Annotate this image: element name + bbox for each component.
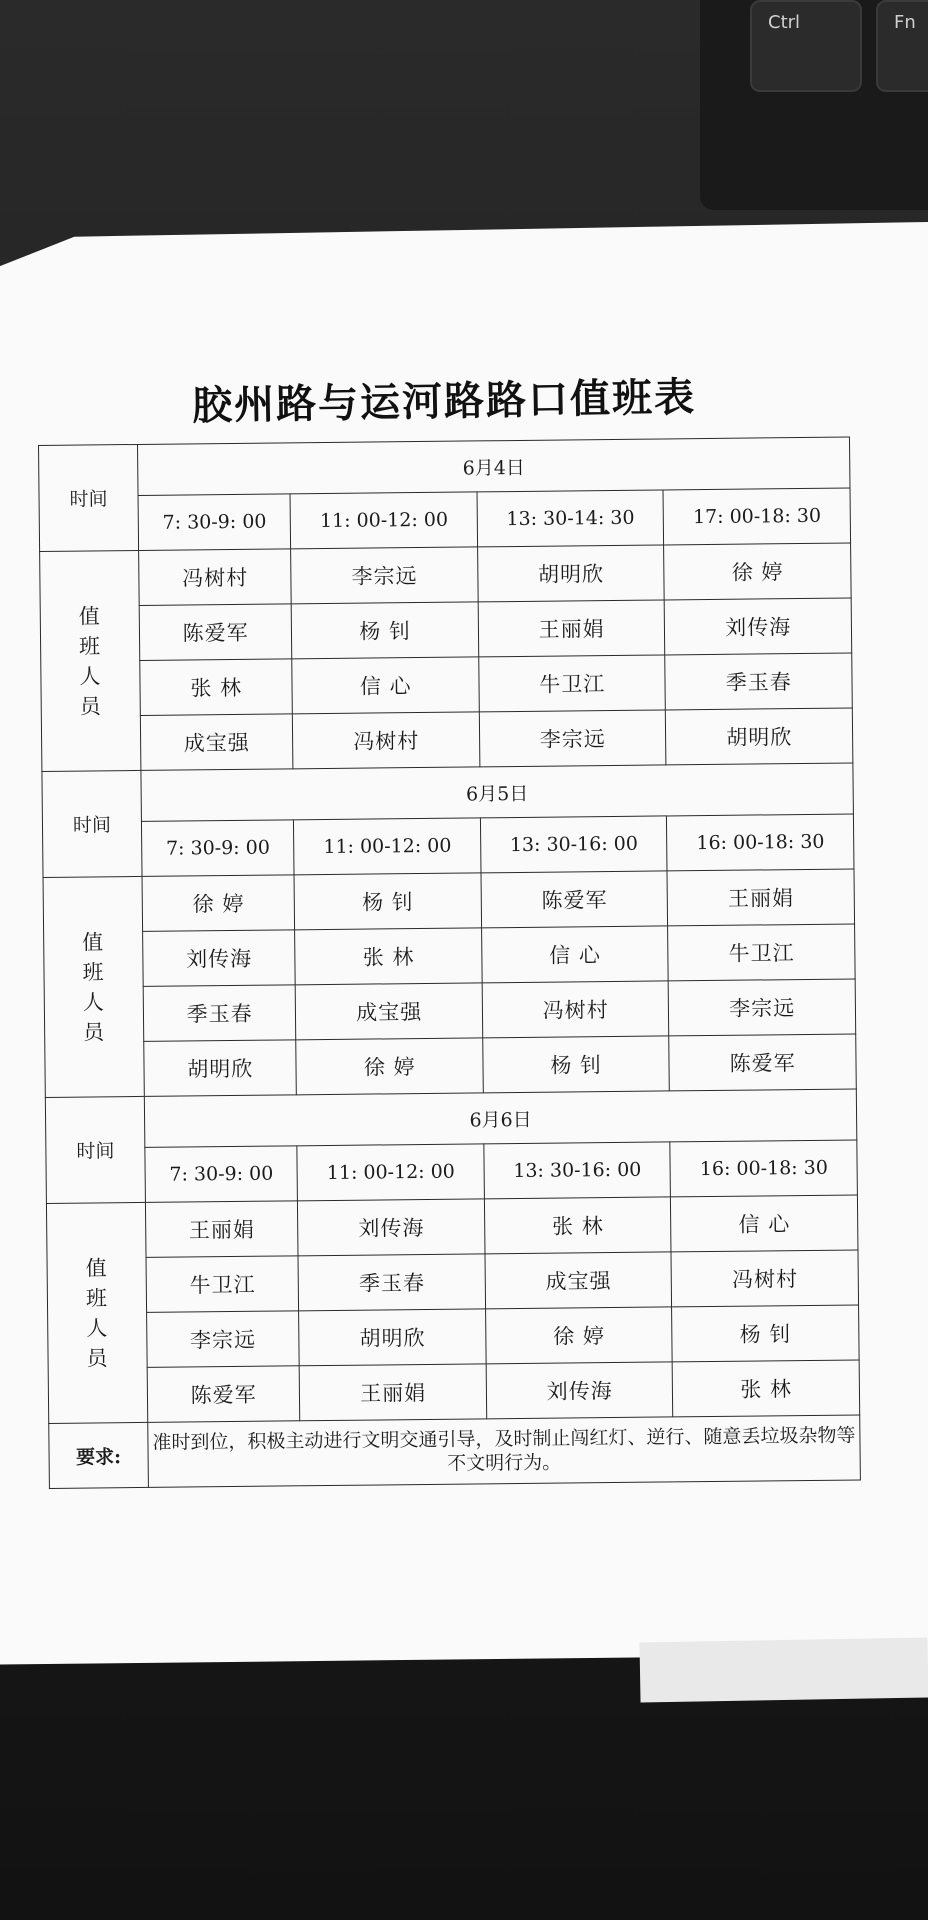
staff-name-cell: 张 林: [140, 659, 293, 716]
staff-name-cell: 徐 婷: [296, 1038, 483, 1095]
staff-name-cell: 季玉春: [143, 985, 296, 1042]
staff-label-char: 班: [85, 1285, 109, 1311]
staff-name-cell: 信 心: [482, 926, 669, 983]
staff-name-cell: 王丽娟: [478, 600, 665, 657]
staff-label-char: 员: [79, 693, 102, 719]
staff-row: [44, 924, 856, 987]
staff-row: [40, 543, 852, 606]
staff-row: [40, 598, 852, 661]
time-slot-row: [46, 1140, 858, 1203]
requirement-row: [49, 1415, 861, 1488]
staff-label: [46, 1202, 147, 1423]
time-slot-cell: 7: 30-9: 00: [138, 494, 291, 551]
staff-name-cell: 冯树村: [482, 981, 669, 1038]
staff-name-cell: 徐 婷: [486, 1307, 673, 1364]
staff-name-cell: 陈爱军: [147, 1366, 300, 1423]
duty-table: [38, 436, 861, 1488]
staff-name-cell: 刘传海: [143, 930, 296, 987]
time-label: 时间: [39, 444, 139, 551]
staff-name-cell: 刘传海: [665, 598, 852, 655]
roster-title: 胶州路与运河路路口值班表: [191, 373, 697, 430]
staff-label-char: 人: [82, 989, 105, 1015]
staff-name-cell: 陈爱军: [481, 871, 668, 928]
staff-name-cell: 冯树村: [671, 1250, 858, 1307]
date-cell: 6月5日: [141, 763, 853, 821]
staff-label-char: 值: [85, 1255, 108, 1281]
staff-label-char: 值: [78, 603, 101, 629]
time-slot-cell: 16: 00-18: 30: [670, 1140, 857, 1197]
staff-name-cell: 信 心: [671, 1195, 858, 1252]
staff-row: [45, 1034, 857, 1097]
staff-label-char: 人: [86, 1315, 109, 1341]
staff-name-cell: 刘传海: [486, 1362, 673, 1419]
fn-key: Fn: [876, 0, 928, 92]
time-slot-cell: 13: 30-16: 00: [480, 816, 667, 873]
staff-name-cell: 李宗远: [147, 1311, 300, 1368]
staff-name-cell: 李宗远: [291, 547, 478, 604]
staff-name-cell: 张 林: [295, 928, 482, 985]
requirement-label: 要求:: [49, 1422, 149, 1488]
staff-row: [41, 653, 853, 716]
staff-label: [43, 876, 144, 1097]
staff-label-char: 人: [79, 663, 102, 689]
time-label: 时间: [45, 1096, 145, 1203]
staff-name-cell: 王丽娟: [300, 1364, 487, 1421]
requirement-text: 准时到位，积极主动进行文明交通引导，及时制止闯红灯、逆行、随意丢垃圾杂物等不文明行为。: [148, 1415, 861, 1487]
staff-name-cell: 刘传海: [298, 1199, 485, 1256]
staff-name-cell: 张 林: [484, 1197, 671, 1254]
time-slot-row: [39, 488, 851, 551]
staff-name-cell: 成宝强: [485, 1252, 672, 1309]
staff-name-cell: 徐 婷: [664, 543, 851, 600]
staff-name-cell: 张 林: [673, 1360, 860, 1417]
staff-name-cell: 胡明欣: [299, 1309, 486, 1366]
staff-name-cell: 胡明欣: [478, 545, 665, 602]
time-slot-cell: 16: 00-18: 30: [667, 814, 854, 871]
time-slot-cell: 7: 30-9: 00: [145, 1146, 298, 1203]
staff-label-char: 值: [82, 929, 105, 955]
time-slot-cell: 7: 30-9: 00: [141, 820, 294, 877]
staff-label-char: 班: [78, 633, 102, 659]
staff-name-cell: 李宗远: [669, 979, 856, 1036]
date-row: [45, 1089, 856, 1148]
staff-name-cell: 季玉春: [665, 653, 852, 710]
staff-name-cell: 胡明欣: [144, 1040, 297, 1097]
date-row: [39, 437, 850, 496]
staff-name-cell: 杨 钊: [294, 873, 481, 930]
staff-name-cell: 胡明欣: [666, 708, 853, 765]
staff-name-cell: 冯树村: [139, 549, 292, 606]
time-slot-cell: 17: 00-18: 30: [663, 488, 850, 545]
date-row: [42, 763, 853, 822]
time-label: 时间: [42, 770, 142, 877]
staff-name-cell: 李宗远: [479, 710, 666, 767]
staff-name-cell: 徐 婷: [142, 875, 295, 932]
time-slot-cell: 13: 30-14: 30: [477, 490, 664, 547]
keyboard: [700, 0, 928, 210]
staff-name-cell: 信 心: [292, 657, 479, 714]
staff-label-char: 员: [86, 1345, 109, 1371]
staff-row: [41, 708, 853, 771]
staff-name-cell: 牛卫江: [146, 1256, 299, 1313]
date-cell: 6月6日: [144, 1089, 856, 1147]
duty-roster: [38, 370, 856, 1489]
staff-row: [43, 869, 855, 932]
staff-name-cell: 杨 钊: [672, 1305, 859, 1362]
staff-name-cell: 陈爱军: [139, 604, 292, 661]
staff-name-cell: 王丽娟: [667, 869, 854, 926]
staff-name-cell: 冯树村: [293, 712, 480, 769]
date-cell: 6月4日: [137, 437, 849, 495]
staff-name-cell: 成宝强: [296, 983, 483, 1040]
time-slot-cell: 13: 30-16: 00: [484, 1142, 671, 1199]
staff-name-cell: 牛卫江: [668, 924, 855, 981]
staff-label-char: 班: [82, 959, 105, 985]
staff-label: [40, 550, 141, 771]
ctrl-key: Ctrl: [750, 0, 862, 92]
time-slot-cell: 11: 00-12: 00: [294, 818, 481, 875]
paper-underneath: [639, 1637, 928, 1702]
staff-name-cell: 陈爱军: [669, 1034, 856, 1091]
staff-row: [46, 1195, 858, 1258]
time-slot-row: [42, 814, 854, 877]
staff-label-char: 员: [83, 1019, 106, 1045]
time-slot-cell: 11: 00-12: 00: [290, 492, 477, 549]
staff-row: [47, 1250, 859, 1313]
staff-name-cell: 杨 钊: [292, 602, 479, 659]
staff-name-cell: 王丽娟: [145, 1201, 298, 1258]
time-slot-cell: 11: 00-12: 00: [297, 1144, 484, 1201]
staff-name-cell: 季玉春: [298, 1254, 485, 1311]
staff-row: [48, 1360, 860, 1423]
staff-name-cell: 成宝强: [140, 714, 293, 771]
staff-row: [44, 979, 856, 1042]
staff-name-cell: 杨 钊: [483, 1036, 670, 1093]
staff-row: [48, 1305, 860, 1368]
staff-name-cell: 牛卫江: [479, 655, 666, 712]
